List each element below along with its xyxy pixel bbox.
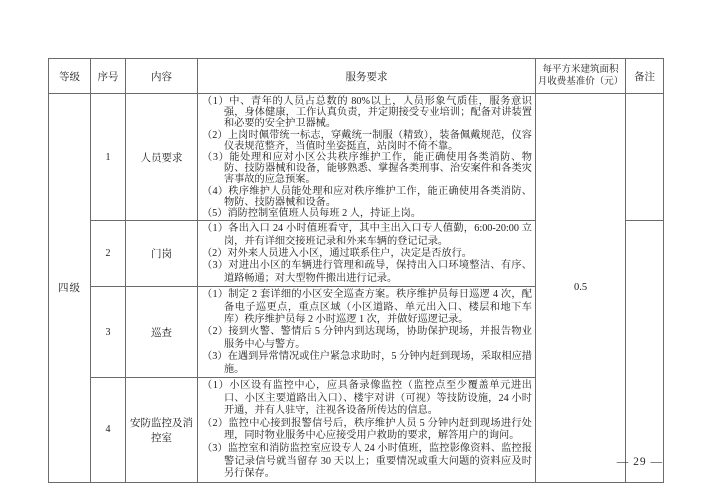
remark-cell <box>626 94 664 221</box>
service-item: （1）小区设有监控中心，应具备录像监控（监控点至少覆盖单元进出口、小区主要道路出入口）、楼宇对讲（可视）等技防设施，24 小时开通，并有人驻守，注视各设备所传达的信息。 <box>202 380 532 417</box>
service-item: （1）制定 2 套详细的小区安全巡查方案。秩序维护员每日巡逻 4 次，配备电子巡更点，重点区域（小区道路、单元出入口、楼层和地下车库）秩序维护员每 2 小时巡逻 1 次，并做好巡逻记录。 <box>202 289 532 326</box>
remark-cell <box>626 221 664 483</box>
service-item: （3）对进出小区的车辆进行管理和疏导，保持出入口环境整洁、有序、道路畅通；对大型物件搬出进行记录。 <box>202 260 532 284</box>
content-cell: 门岗 <box>126 221 198 287</box>
table-header-row <box>49 59 664 94</box>
seq-cell: 1 <box>91 94 126 221</box>
service-cell <box>198 94 536 221</box>
page-number: — 29 — <box>616 456 663 468</box>
header-fee <box>536 59 626 94</box>
service-item: （1）中、青年的人员占总数的 80%以上，人员形象气质佳，服务意识强，身体健康，工作认真负责，并定期接受专业培训；配备对讲装置和必要的安全护卫器械。 <box>202 96 532 130</box>
header-seq: 序号 <box>91 59 126 94</box>
seq-cell: 2 <box>91 221 126 287</box>
header-level: 等级 <box>49 59 91 94</box>
service-item: （3）在遇到异常情况或住户紧急求助时，5 分钟内赶到现场，采取相应措施。 <box>202 351 532 375</box>
service-item: （2）上岗时佩带统一标志，穿戴统一制服（精致），装备佩戴规范，仪容仪表规范整齐，当值时坐姿挺直，站岗时不倚不靠。 <box>202 129 532 152</box>
service-cell <box>198 287 536 378</box>
service-cell <box>198 378 536 483</box>
service-item: （3）能处理和应对小区公共秩序维护工作，能正确使用各类消防、物防、技防器械和设备，能够熟悉、掌握各类刑事、治安案件和各类灾害事故的应急预案。 <box>202 152 532 186</box>
header-fee-line1: 每平方米建筑面积 <box>542 65 619 75</box>
fee-cell: 0.5 <box>536 94 626 483</box>
content-cell: 巡查 <box>126 287 198 378</box>
table-row <box>49 94 664 221</box>
level-cell: 四级 <box>49 94 91 483</box>
header-remark: 备注 <box>626 59 664 94</box>
service-standards-table <box>48 58 664 483</box>
header-fee-line2: 月收费基准价（元） <box>537 77 624 87</box>
content-cell: 安防监控及消控室 <box>126 378 198 483</box>
service-item: （3）监控室和消防监控室应设专人 24 小时值班，监控影像资料、监控报警记录信号就当留存 30 天以上；重要情况或重大问题的资料应及时另行保存。 <box>202 443 532 480</box>
service-cell <box>198 221 536 287</box>
service-item: （4）秩序维护人员能处理和应对秩序维护工作，能正确使用各类消防、物防、技防器械和设备。 <box>202 185 532 208</box>
service-item: （5）消防控制室值班人员每班 2 人，持证上岗。 <box>202 208 422 220</box>
service-item: （1）各出入口 24 小时值班看守，其中主出入口专人值勤，6:00-20:00 立岗，并有详细交接班记录和外来车辆的登记记录。 <box>202 223 532 247</box>
header-content: 内容 <box>126 59 198 94</box>
service-item: （2）监控中心接到报警信号后，秩序维护人员 5 分钟内赶到现场进行处理，同时物业服务中心应接受用户救助的要求，解答用户的询问。 <box>202 417 532 442</box>
service-item: （2）接到火警、警情后 5 分钟内到达现场，协助保护现场，并报告物业服务中心与警方。 <box>202 326 532 350</box>
header-service: 服务要求 <box>198 59 536 94</box>
seq-cell: 4 <box>91 378 126 483</box>
seq-cell: 3 <box>91 287 126 378</box>
content-cell: 人员要求 <box>126 94 198 221</box>
service-item: （2）对外来人员进入小区，通过联系住户，决定是否放行。 <box>202 248 472 260</box>
